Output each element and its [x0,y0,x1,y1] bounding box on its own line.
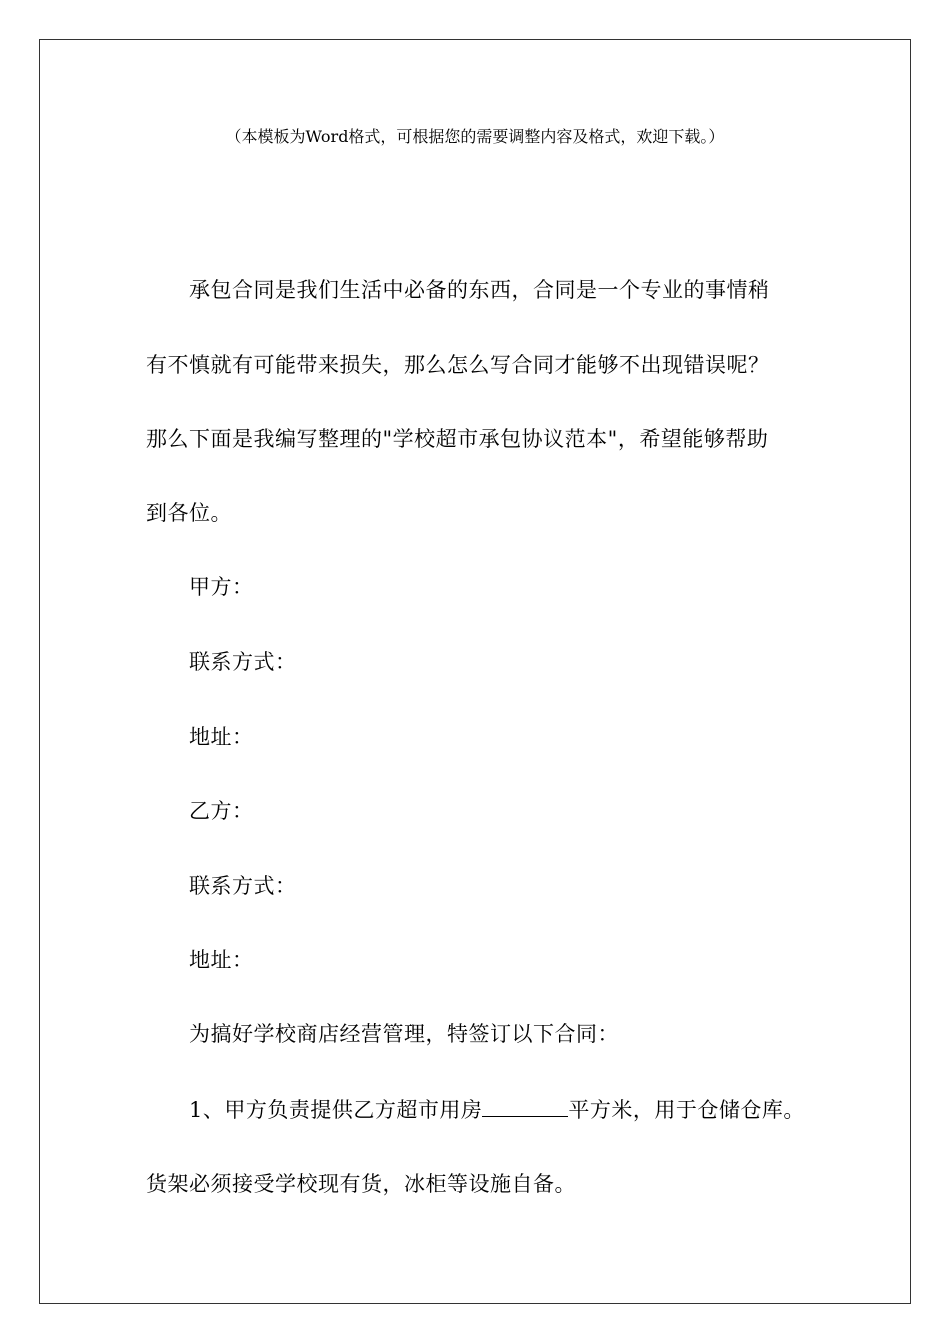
purpose-statement: 为搞好学校商店经营管理，特签订以下合同： [189,1022,619,1046]
clause-1-after-blank: 平方米，用于仓储仓库。 [568,1098,805,1122]
party-b-address-label: 地址： [189,948,254,972]
template-note: （本模板为Word格式，可根据您的需要调整内容及格式，欢迎下载。） [225,127,725,146]
party-b-contact-label: 联系方式： [189,874,297,898]
clause-1-area-blank [482,1096,568,1117]
party-a-label: 甲方： [189,575,254,599]
clause-1-before-blank: 1、甲方负责提供乙方超市用房 [189,1098,483,1122]
clause-1-line [189,1096,805,1124]
intro-line-3: 那么下面是我编写整理的"学校超市承包协议范本"，希望能够帮助 [146,427,769,451]
clause-1-continuation: 货架必须接受学校现有货，冰柜等设施自备。 [146,1172,576,1196]
intro-line-4: 到各位。 [146,501,232,525]
intro-line-2: 有不慎就有可能带来损失，那么怎么写合同才能够不出现错误呢？ [146,353,770,377]
intro-line-1: 承包合同是我们生活中必备的东西，合同是一个专业的事情稍 [189,278,770,302]
party-a-contact-label: 联系方式： [189,650,297,674]
party-b-label: 乙方： [189,799,254,823]
party-a-address-label: 地址： [189,725,254,749]
